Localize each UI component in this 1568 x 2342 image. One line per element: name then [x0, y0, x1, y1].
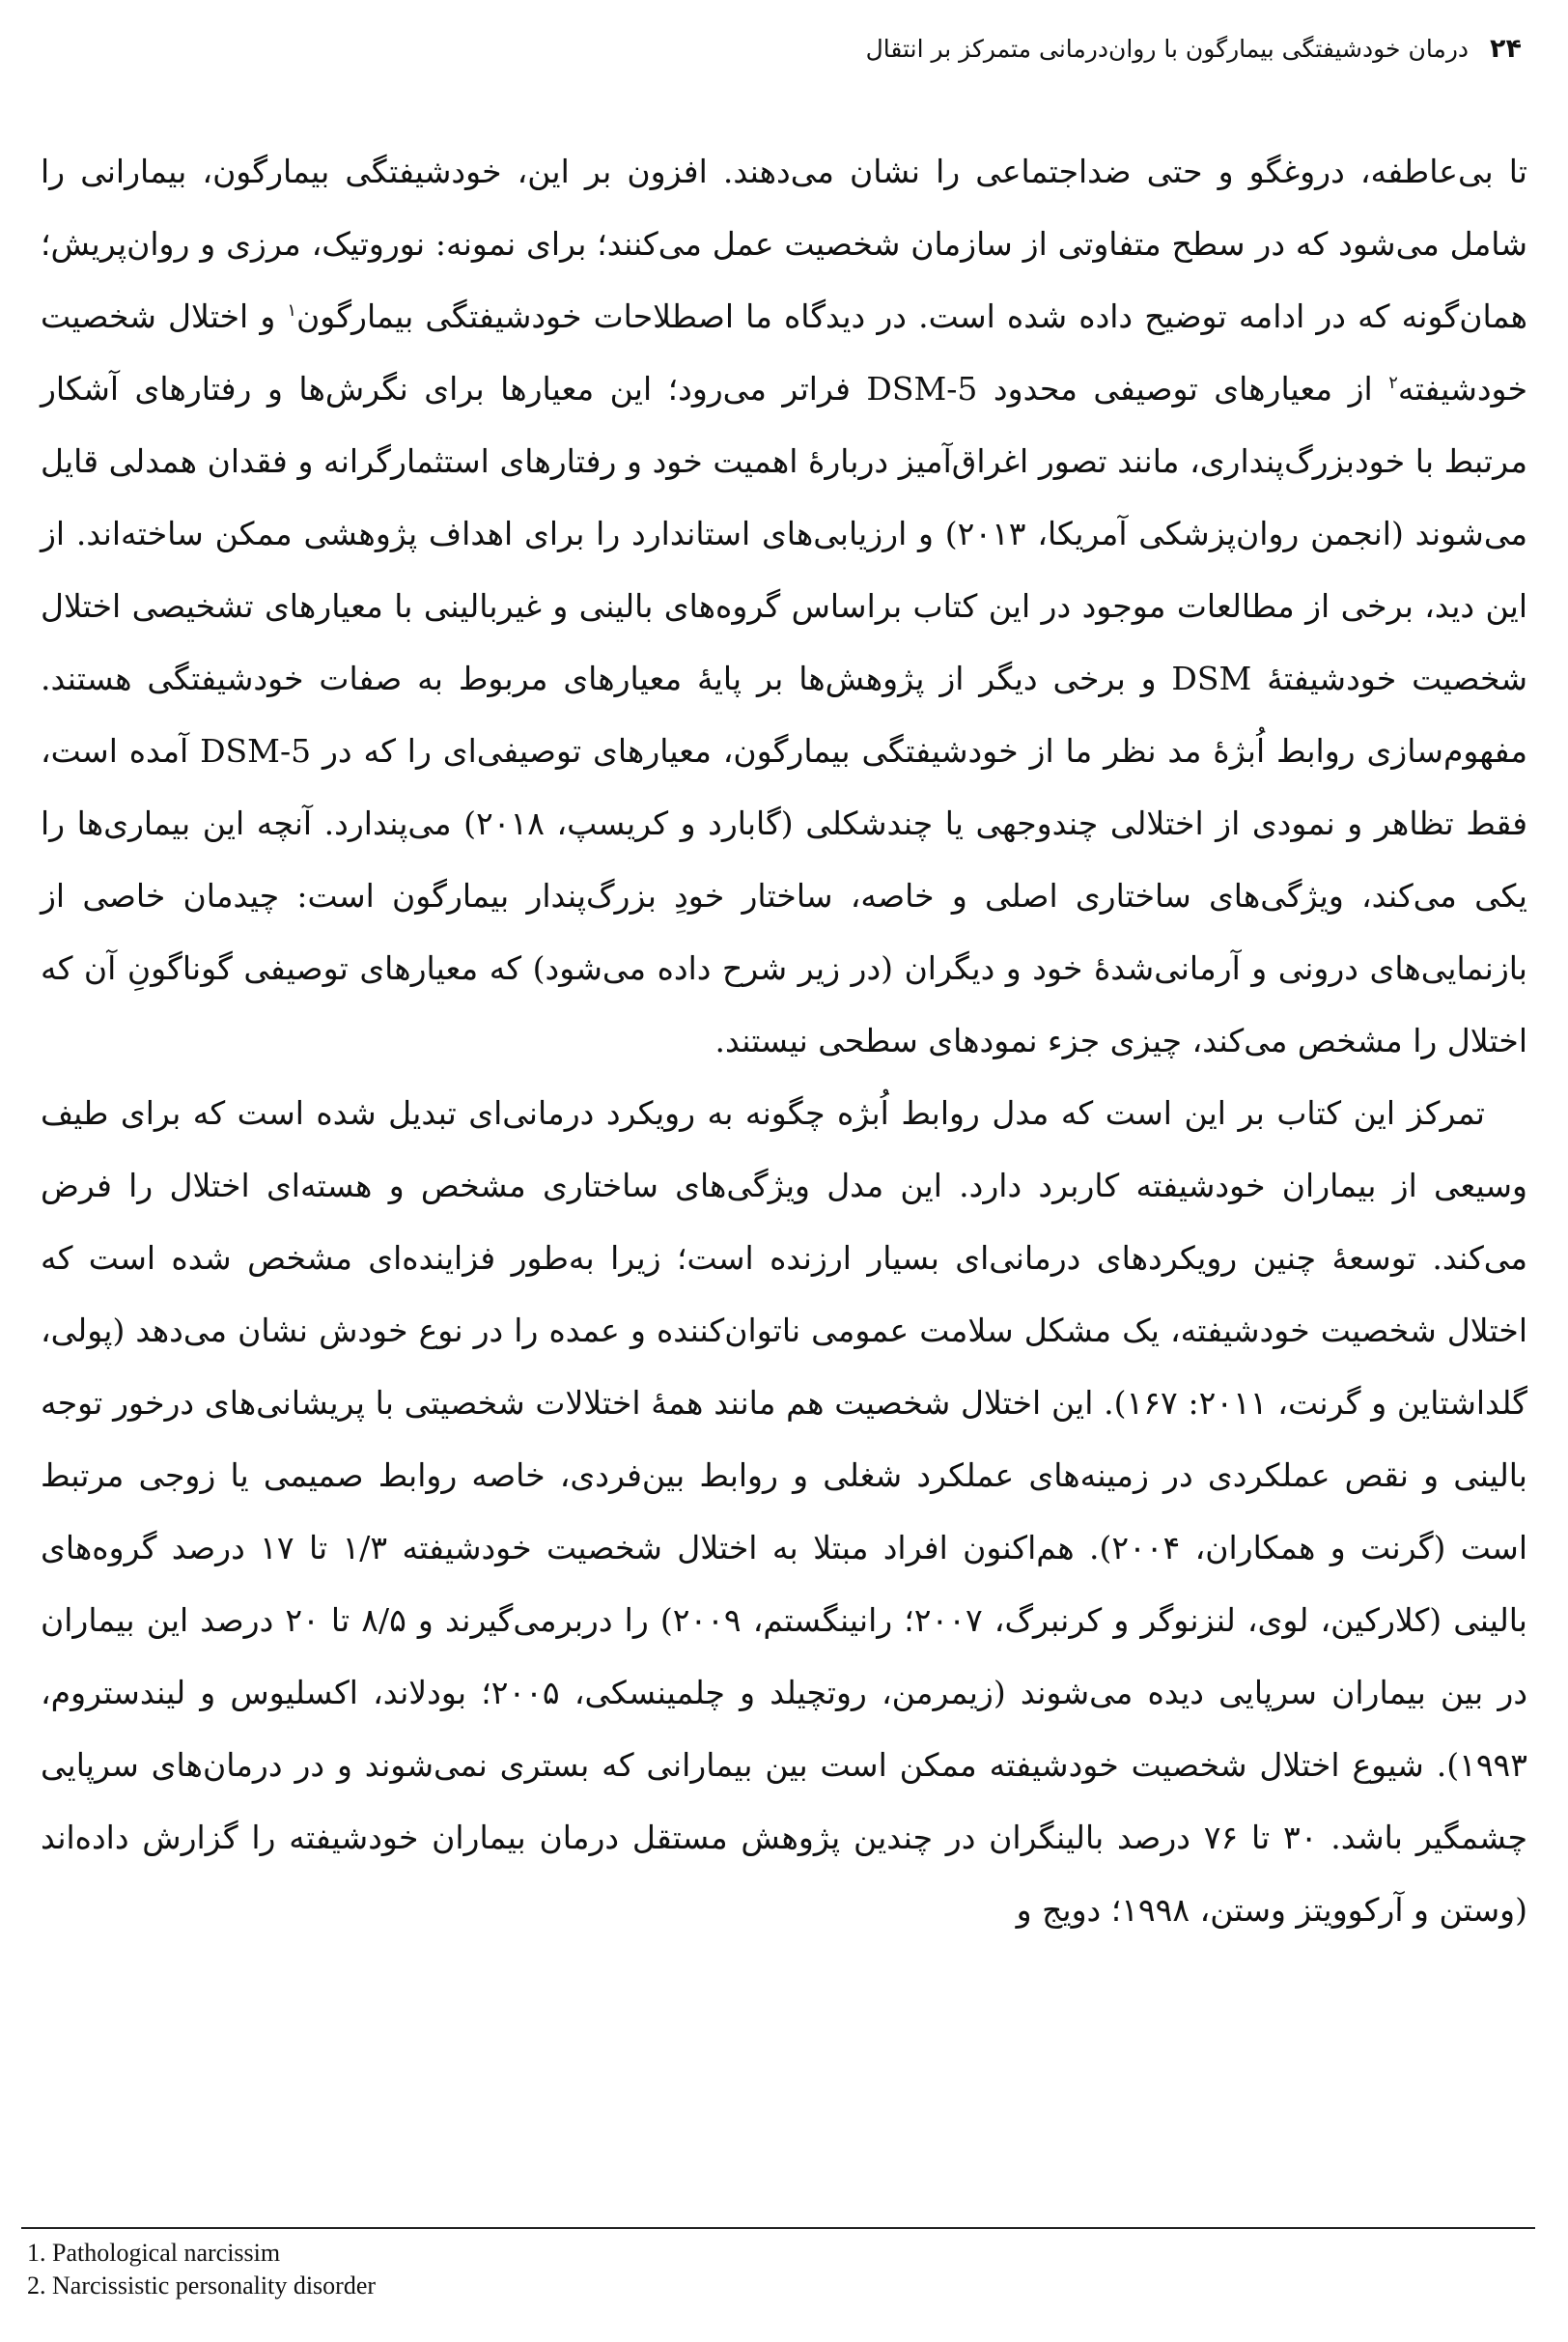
paragraph-1-text-c: از معیارهای توصیفی محدود DSM-5 فراتر می‌رود؛ این معیارها برای نگرش‌ها و رفتارهای آشکار مرتبط با خودبزرگ‌پنداری، مانند تصور اغراق‌آمیز دربارهٔ اهمیت خود و رفتارهای استثمارگرانه و فقدان همدلی قایل می‌شوند (انجمن روان‌پزشکی آمریکا، ۲۰۱۳) و ارزیابی‌های استاندارد را برای اهداف پژوهشی ممکن ساخته‌اند. از این دید، برخی از مطالعات موجود در این کتاب براساس گروه‌های بالینی و غیربالینی با معیارهای تشخیصی اختلال شخصیت خودشیفتهٔ DSM و برخی دیگر از پژوهش‌ها بر پایهٔ معیارهای مربوط به صفات خودشیفتگی هستند. مفهوم‌سازی روابط اُبژهٔ مد نظر ما از خودشیفتگی بیمارگون، معیارهای توصیفی‌ای را که در DSM-5 آمده است، فقط تظاهر و نمودی از اختلالی چندوجهی یا چندشکلی (گابارد و کریسپ، ۲۰۱۸) می‌پندارد. آنچه این بیماری‌ها را یکی می‌کند، ویژگی‌های ساختاری اصلی و خاصه، ساختار خودِ بزرگ‌پندار بیمارگون است: چیدمان خاصی از بازنمایی‌های درونی و آرمانی‌شدهٔ خود و دیگران (در زیر شرح داده می‌شود) که معیارهای توصیفی گوناگونِ آن که اختلال را مشخص می‌کند، چیزی جزء نمودهای سطحی نیستند. [41, 370, 1527, 1059]
footnote-ref-1: ۱ [287, 300, 297, 321]
footnote-2: 2. Narcissistic personality disorder [27, 2271, 377, 2300]
body-text [41, 135, 1527, 1946]
page-header [46, 27, 1522, 70]
paragraph-1-text-b: و اختلال شخصیت خودشیفته [41, 297, 1527, 408]
footnote-ref-2: ۲ [1388, 373, 1398, 393]
footnotes [27, 2237, 376, 2302]
footnote-separator [21, 2227, 1535, 2229]
paragraph-2 [41, 1077, 1527, 1946]
paragraph-1 [41, 135, 1527, 1077]
page-number: ۲۴ [1490, 33, 1522, 64]
footnote-1: 1. Pathological narcissim [27, 2239, 281, 2267]
running-title: درمان خودشیفتگی بیمارگون با روان‌درمانی متمرکز بر انتقال [865, 34, 1470, 63]
paragraph-2-text: تمرکز این کتاب بر این است که مدل روابط اُبژه چگونه به رویکرد درمانی‌ای تبدیل شده است که برای طیف وسیعی از بیماران خودشیفته کاربرد دارد. این مدل ویژگی‌های ساختاری مشخص و هسته‌ای اختلال را فرض می‌کند. توسعهٔ چنین رویکردهای درمانی‌ای بسیار ارزنده است؛ زیرا به‌طور فزاینده‌ای مشخص شده است که اختلال شخصیت خودشیفته، یک مشکل سلامت عمومی ناتوان‌کننده و عمده را در نوع خودش نشان می‌دهد (پولی، گلداشتاین و گرنت، ۲۰۱۱: ۱۶۷). این اختلال شخصیت هم مانند همهٔ اختلالات شخصیتی با پریشانی‌های درخور توجه بالینی و نقص عملکردی در زمینه‌های عملکرد شغلی و روابط بین‌فردی، خاصه روابط صمیمی یا زوجی مرتبط است (گرنت و همکاران، ۲۰۰۴). هم‌اکنون افراد مبتلا به اختلال شخصیت خودشیفته ۱/۳ تا ۱۷ درصد گروه‌های بالینی (کلارکین، لوی، لنزنوگر و کرنبرگ، ۲۰۰۷؛ رانینگستم، ۲۰۰۹) را دربرمی‌گیرند و ۸/۵ تا ۲۰ درصد این بیماران در بین بیماران سرپایی دیده می‌شوند (زیمرمن، روتچیلد و چلمینسکی، ۲۰۰۵؛ بودلاند، اکسلیوس و لیندستروم، ۱۹۹۳). شیوع اختلال شخصیت خودشیفته ممکن است بین بیمارانی که بستری نمی‌شوند و در درمان‌های سرپایی چشمگیر باشد. ۳۰ تا ۷۶ درصد بالینگران در چندین پژوهش مستقل درمان بیماران خودشیفته را گزارش داده‌اند (وستن و آرکوویتز وستن، ۱۹۹۸؛ دویج و [41, 1094, 1528, 1929]
paragraph-1-text-a: تا بی‌عاطفه، دروغگو و حتی ضداجتماعی را نشان می‌دهند. افزون بر این، خودشیفتگی بیمارگون، بیمارانی را شامل می‌شود که در سطح متفاوتی از سازمان شخصیت عمل می‌کنند؛ برای نمونه: نوروتیک، مرزی و روان‌پریش؛ همان‌گونه که در ادامه توضیح داده شده است. در دیدگاه ما اصطلاحات خودشیفتگی بیمارگون [41, 153, 1527, 335]
